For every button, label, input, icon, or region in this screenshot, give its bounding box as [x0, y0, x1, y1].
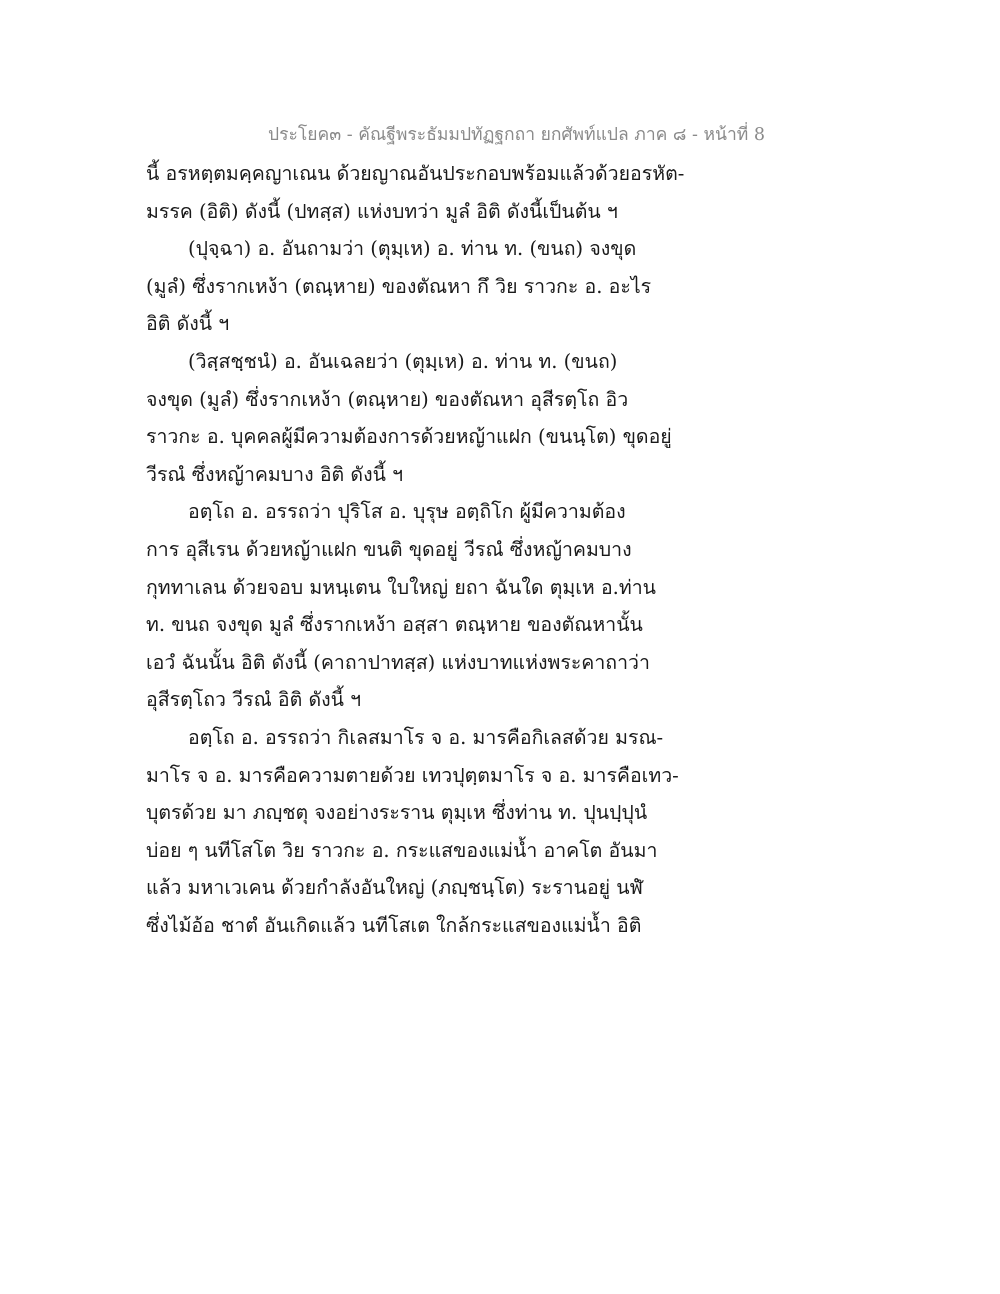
text-line: เอวํ ฉันนั้น อิติ ดังนี้ (คาถาปาทสฺส) แห่งบาทแห่งพระคาถาว่า — [146, 650, 650, 674]
text-line: วีรณํ ซึ่งหญ้าคมบาง อิติ ดังนี้ ฯ — [146, 462, 404, 486]
text-line: อตฺโถ อ. อรรถว่า ปุริโส อ. บุรุษ อตฺถิโก ผู้มีความต้อง — [188, 500, 626, 524]
body-text — [146, 155, 686, 944]
text-line: ราวกะ อ. บุคคลผู้มีความต้องการด้วยหญ้าแฝก (ขนนฺโต) ขุดอยู่ — [146, 425, 672, 449]
text-line: อุสีรตฺโถว วีรณํ อิติ ดังนี้ ฯ — [146, 688, 362, 712]
text-line: อิติ ดังนี้ ฯ — [146, 312, 230, 336]
text-line: การ อุสีเรน ด้วยหญ้าแฝก ขนติ ขุดอยู่ วีรณํ ซึ่งหญ้าคมบาง — [146, 537, 632, 561]
text-line: บุตรด้วย มา ภญฺชตุ จงอย่างระราน ตุมฺเห ซึ่งท่าน ท. ปุนปฺปุนํ — [146, 801, 648, 825]
text-line: (วิสฺสชฺชนํ) อ. อันเฉลยว่า (ตุมฺเห) อ. ท่าน ท. (ขนถ) — [188, 349, 618, 373]
text-line: (ปุจฺฉา) อ. อันถามว่า (ตุมฺเห) อ. ท่าน ท. (ขนถ) จงขุด — [188, 237, 637, 261]
text-line: มาโร จ อ. มารคือความตายด้วย เทวปุตฺตมาโร จ อ. มารคือเทว- — [146, 763, 679, 787]
text-line: มรรค (อิติ) ดังนี้ (ปทสฺส) แห่งบทว่า มูลํ อิติ ดังนี้เป็นต้น ฯ — [146, 199, 618, 223]
text-line: (มูลํ) ซึ่งรากเหง้า (ตณฺหาย) ของตัณหา กึ วิย ราวกะ อ. อะไร — [146, 274, 652, 298]
text-line: ท. ขนถ จงขุด มูลํ ซึ่งรากเหง้า อสฺสา ตณฺหาย ของตัณหานั้น — [146, 613, 643, 637]
text-line: นี้ อรหตฺตมคฺคญาเณน ด้วยญาณอันประกอบพร้อมแล้วด้วยอรหัต- — [146, 162, 685, 185]
text-line: กุททาเลน ด้วยจอบ มหนฺเตน ใบใหญ่ ยถา ฉันใด ตุมฺเห อ.ท่าน — [146, 575, 656, 599]
text-line: ซึ่งไม้อ้อ ชาตํ อันเกิดแล้ว นทีโสเต ใกล้กระแสของแม่น้ำ อิติ — [146, 913, 642, 937]
text-line: จงขุด (มูลํ) ซึ่งรากเหง้า (ตณฺหาย) ของตัณหา อุสีรตฺโถ อิว — [146, 387, 629, 411]
text-line: แล้ว มหาเวเคน ด้วยกำลังอันใหญ่ (ภญฺชนฺโต) ระรานอยู่ นฬํ — [146, 876, 643, 900]
text-line: อตฺโถ อ. อรรถว่า กิเลสมาโร จ อ. มารคือกิเลสด้วย มรณ- — [188, 725, 664, 749]
text-line: บ่อย ๆ นทีโสโต วิย ราวกะ อ. กระแสของแม่น้ำ อาคโต อันมา — [146, 838, 658, 862]
page-header: ประโยค๓ - คัณฐีพระธัมมปทัฏฐกถา ยกศัพท์แปล ภาค ๘ - หน้าที่ 8 — [268, 125, 766, 145]
